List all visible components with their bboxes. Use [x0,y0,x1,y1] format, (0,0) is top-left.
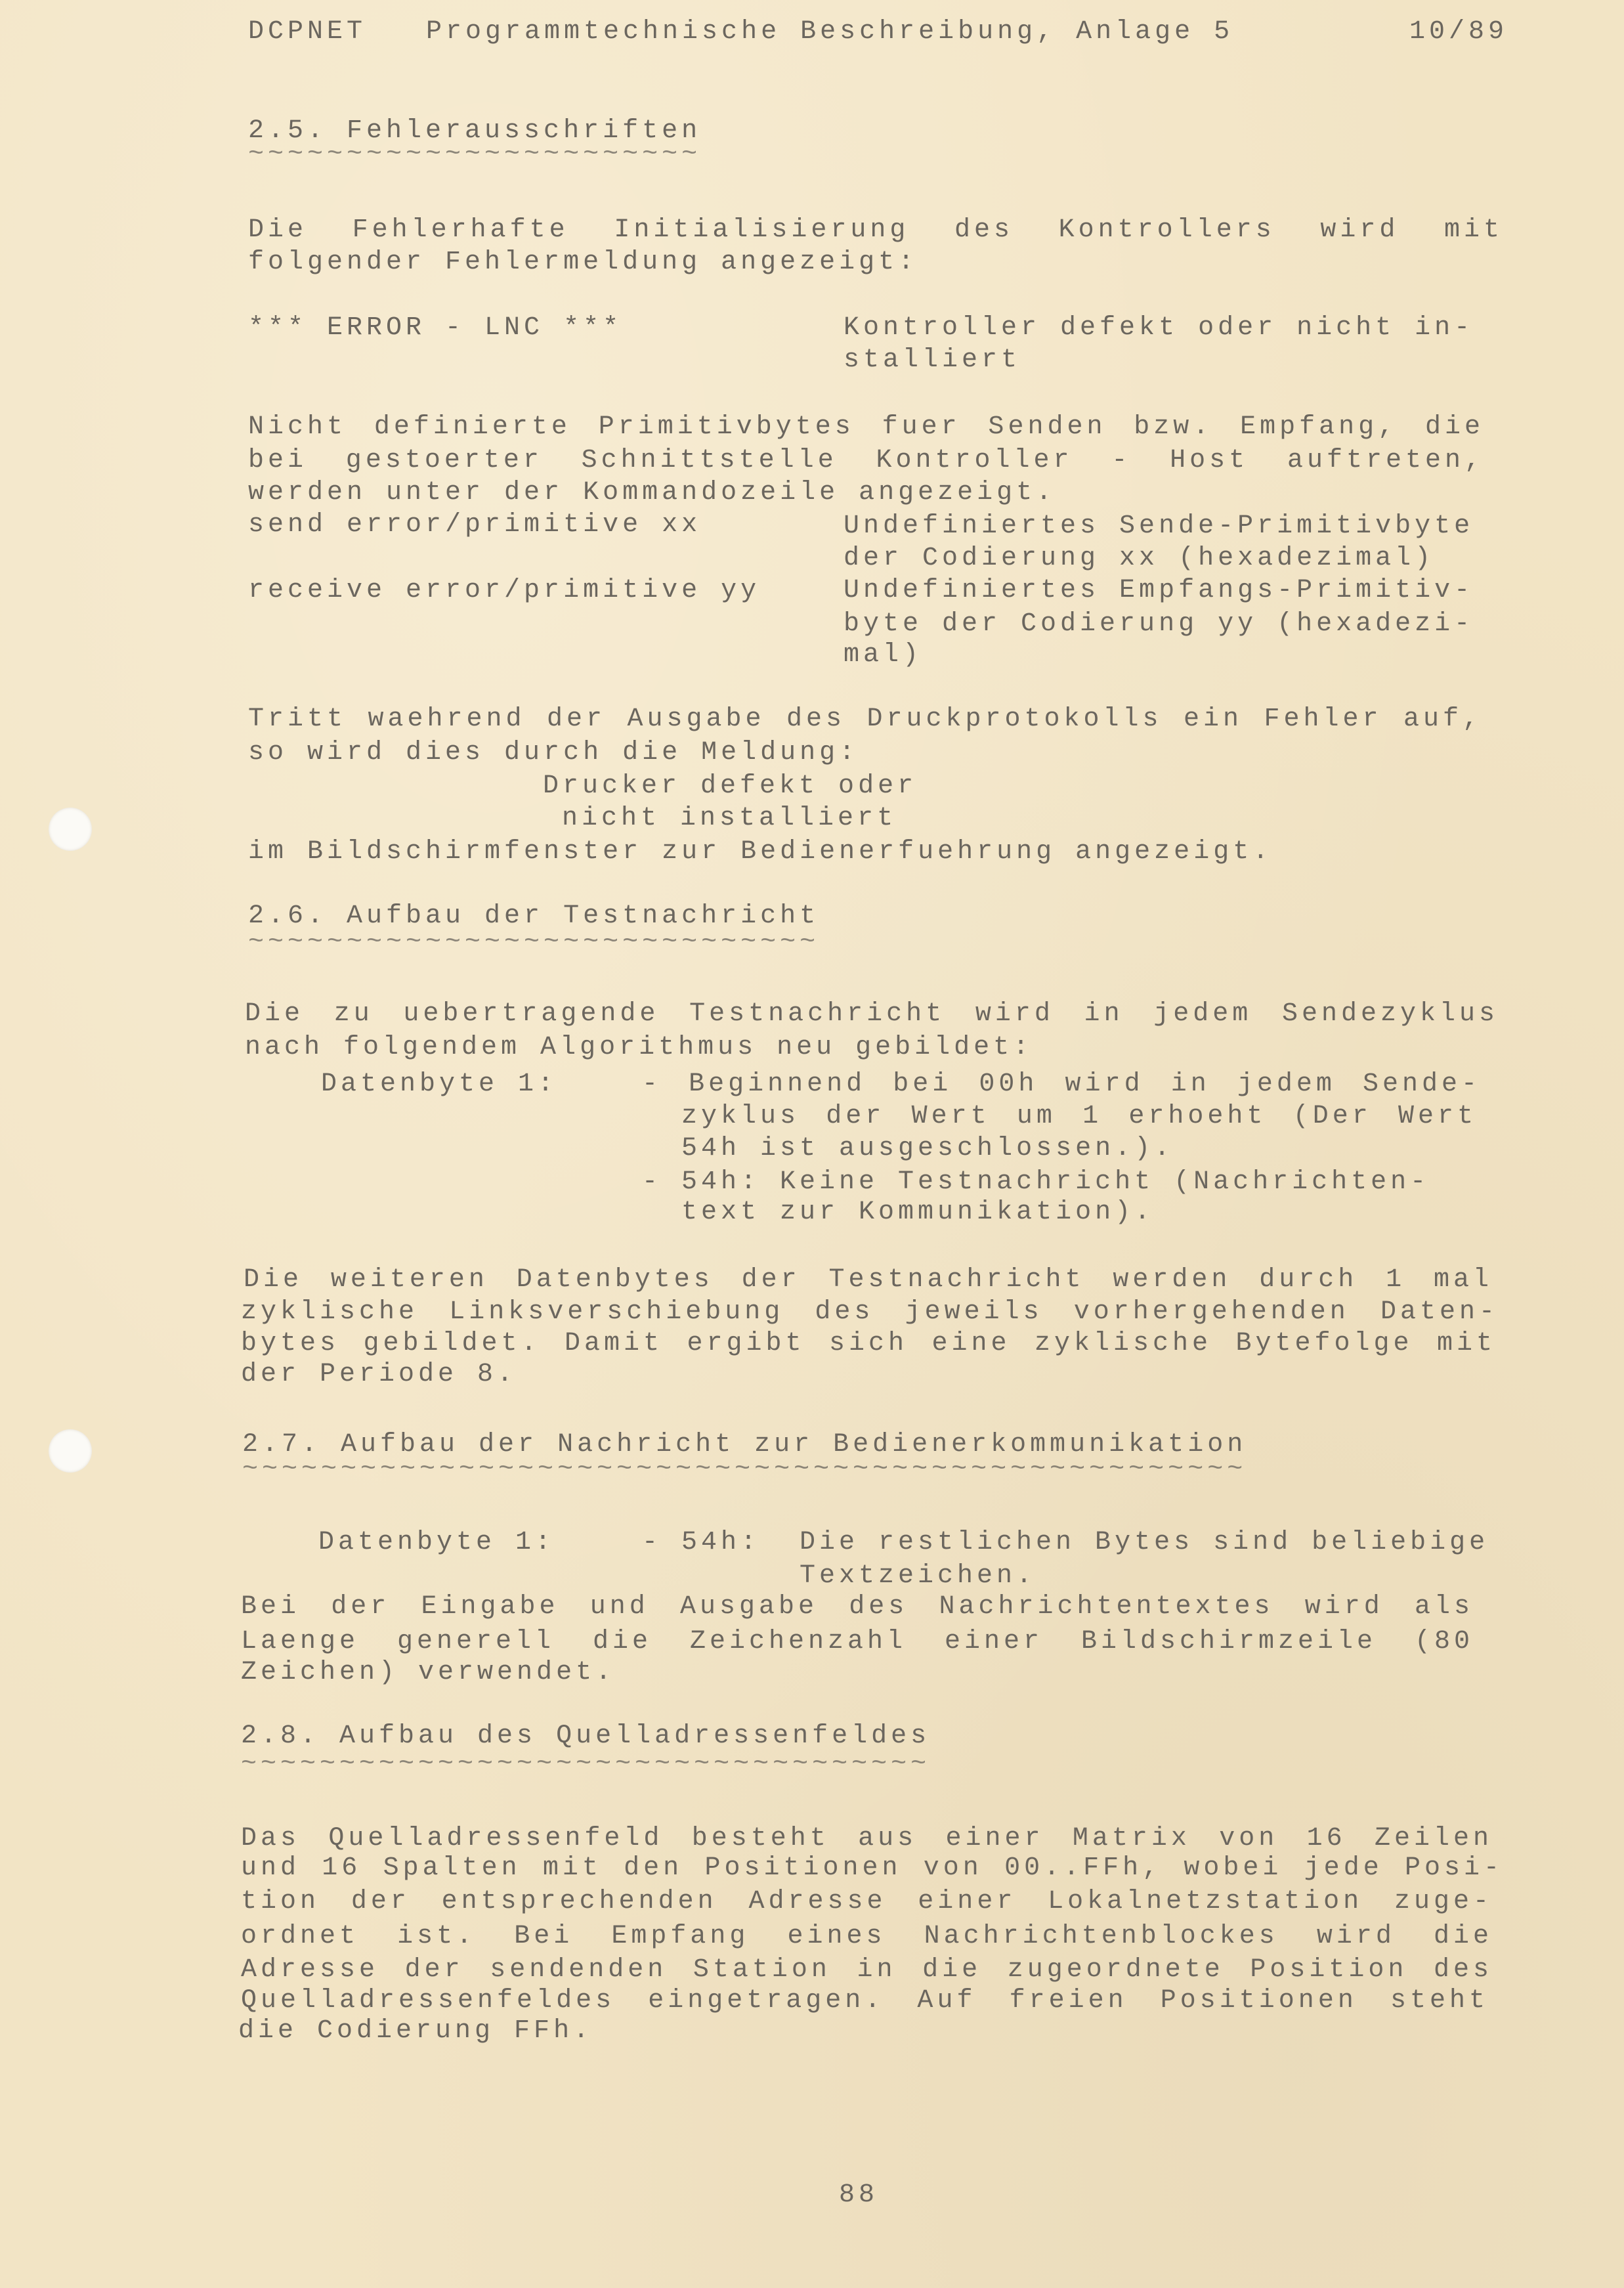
paragraph-line: und 16 Spalten mit den Positionen von 00..FFh, wobei jede Posi- [241,1853,1503,1883]
heading-underline: ~~~~~~~~~~~~~~~~~~~~~~~~~~~~~~~~~~~ [241,1750,931,1779]
printer-message: nicht installiert [562,804,897,833]
paragraph-line: nach folgendem Algorithmus neu gebildet: [245,1033,1033,1062]
error-message: send error/primitive xx [248,510,702,540]
datenbyte-label: Datenbyte 1: [318,1528,555,1557]
datenbyte-label: Datenbyte 1: [321,1069,558,1099]
section-heading: 2.5. Fehlerausschriften [248,116,702,146]
error-meaning: der Codierung xx (hexadezimal) [844,544,1435,573]
header-date: 10/89 [1409,17,1508,47]
datenbyte-description: Die restlichen Bytes sind beliebige [800,1528,1489,1557]
paragraph-line: zyklische Linksverschiebung des jeweils vorhergehenden Daten- [241,1297,1499,1327]
header-title: Programmtechnische Beschreibung, Anlage 5 [426,17,1234,47]
paragraph-line: Zeichen) verwendet. [241,1658,616,1687]
datenbyte-value: - 54h: [642,1528,761,1557]
heading-underline: ~~~~~~~~~~~~~~~~~~~~~~~~~~~~~ [248,928,820,957]
paragraph-line: Adresse der sendenden Station in die zugeordnete Position des [241,1955,1493,1985]
printer-message: Drucker defekt oder [543,771,918,801]
paragraph-line: Nicht definierte Primitivbytes fuer Senden bzw. Empfang, die [248,412,1484,442]
section-heading: 2.6. Aufbau der Testnachricht [248,901,820,931]
paragraph-line: bytes gebildet. Damit ergibt sich eine zyklische Bytefolge mit [241,1329,1496,1358]
paragraph-line: ordnet ist. Bei Empfang eines Nachrichtenblockes wird die [241,1922,1493,1951]
paragraph-line: tion der entsprechenden Adresse einer Lokalnetzstation zuge- [241,1887,1493,1916]
datenbyte-description: Textzeichen. [800,1561,1036,1591]
error-meaning: Undefiniertes Empfangs-Primitiv- [844,576,1474,605]
paragraph-line: Quelladressenfeldes eingetragen. Auf freien Positionen steht [241,1986,1489,2016]
paragraph-line: der Periode 8. [241,1360,517,1389]
heading-underline: ~~~~~~~~~~~~~~~~~~~~~~~ [248,140,702,169]
paragraph-line: Die zu uebertragende Testnachricht wird in jedem Sendezyklus [245,999,1499,1029]
paragraph-line: Die Fehlerhafte Initialisierung des Kontrollers wird mit [248,215,1503,245]
paragraph-line: folgender Fehlermeldung angezeigt: [248,248,918,277]
error-message: *** ERROR - LNC *** [248,313,623,343]
rule-line: text zur Kommunikation). [681,1198,1155,1227]
paragraph-line: werden unter der Kommandozeile angezeigt. [248,478,1056,507]
punch-hole [49,1429,92,1473]
error-meaning: Kontroller defekt oder nicht in- [844,313,1474,343]
header-system: DCPNET [248,17,367,47]
rule-line: 54h ist ausgeschlossen.). [681,1134,1174,1163]
paragraph-line: bei gestoerter Schnittstelle Kontroller - Host auftreten, [248,446,1484,475]
error-meaning: mal) [844,640,923,670]
section-heading: 2.7. Aufbau der Nachricht zur Bedienerkommunikation [242,1430,1247,1459]
rule-line: zyklus der Wert um 1 erhoeht (Der Wert [681,1102,1477,1131]
paragraph-line: Das Quelladressenfeld besteht aus einer Matrix von 16 Zeilen [241,1824,1493,1853]
error-meaning: Undefiniertes Sende-Primitivbyte [844,511,1474,541]
rule-line: - Beginnend bei 00h wird in jedem Sende- [642,1069,1481,1099]
paragraph-line: Tritt waehrend der Ausgabe des Druckprotokolls ein Fehler auf, [248,704,1482,734]
paragraph-line: Bei der Eingabe und Ausgabe des Nachrichtentextes wird als [241,1592,1474,1622]
page-number: 88 [839,2180,879,2210]
error-meaning: stalliert [844,345,1021,375]
error-message: receive error/primitive yy [248,576,761,605]
punch-hole [49,808,92,851]
paragraph-line: die Codierung FFh. [238,2016,593,2046]
section-heading: 2.8. Aufbau des Quelladressenfeldes [241,1721,931,1751]
paragraph-line: Die weiteren Datenbytes der Testnachricht werden durch 1 mal [244,1265,1493,1295]
heading-underline: ~~~~~~~~~~~~~~~~~~~~~~~~~~~~~~~~~~~~~~~~~~~~~~~~~~~ [242,1455,1247,1484]
paragraph-line: Laenge generell die Zeichenzahl einer Bildschirmzeile (80 [241,1627,1474,1656]
paragraph-line: so wird dies durch die Meldung: [248,738,859,767]
rule-line: - 54h: Keine Testnachricht (Nachrichten- [642,1167,1430,1197]
error-meaning: byte der Codierung yy (hexadezi- [844,609,1474,639]
paragraph-line: im Bildschirmfenster zur Bedienerfuehrung angezeigt. [248,837,1273,867]
